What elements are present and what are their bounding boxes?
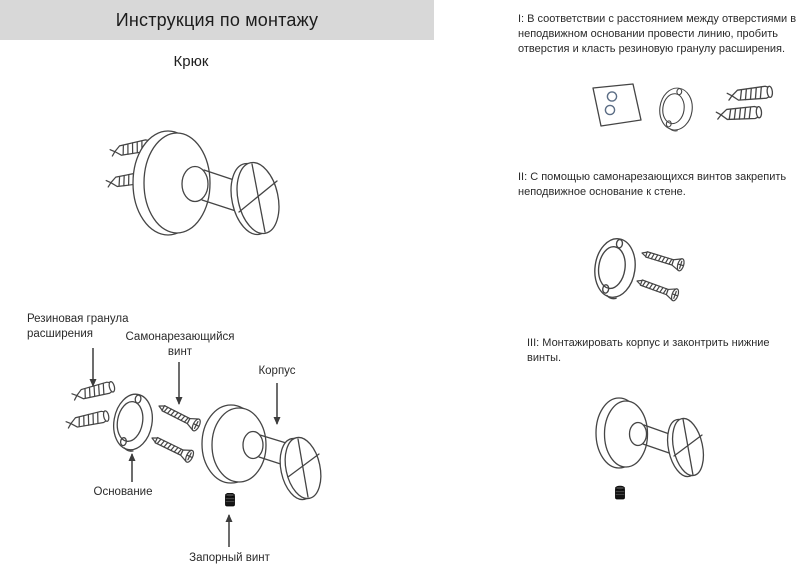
set-screw-icon: [616, 486, 625, 499]
label-locking-screw: Запорный винт: [189, 552, 270, 564]
wall-plate-icon: [593, 84, 641, 126]
assembled-hook-drawing: [100, 120, 290, 245]
wall-anchor-icon: [727, 86, 773, 103]
page-title: Инструкция по монтажу: [115, 10, 319, 30]
product-name: Крюк: [173, 53, 209, 70]
step-1-text: I: В соответствии с расстоянием между отверстиями в неподвижном основании провести линию, пробить отверстия и класть резиновую гранулу расширения.: [518, 13, 797, 55]
step-2-text: II: С помощью самонарезающихся винтов закрепить неподвижное основание к стене.: [518, 171, 787, 198]
base-ring-icon: [591, 236, 639, 301]
hook-body-drawing: [596, 398, 708, 479]
screw-icon: [640, 247, 685, 272]
label-rubber-anchor: Резиновая гранула расширения: [27, 313, 129, 340]
wall-anchor-icon: [716, 106, 762, 121]
label-base: Основание: [93, 486, 153, 498]
hook-flange: [133, 131, 210, 235]
step-2-diagram: [585, 228, 725, 320]
base-ring-icon: [657, 86, 695, 133]
step-3-diagram: [595, 390, 745, 510]
step-1-diagram: [585, 82, 790, 144]
screw-icon: [635, 275, 680, 302]
label-body: Корпус: [258, 365, 296, 377]
label-self-tapping-screw: Самонарезающийся винт: [125, 331, 235, 358]
hook-head: [225, 159, 285, 239]
step-3-text: III: Монтажировать корпус и законтрить нижние винты.: [527, 337, 770, 364]
